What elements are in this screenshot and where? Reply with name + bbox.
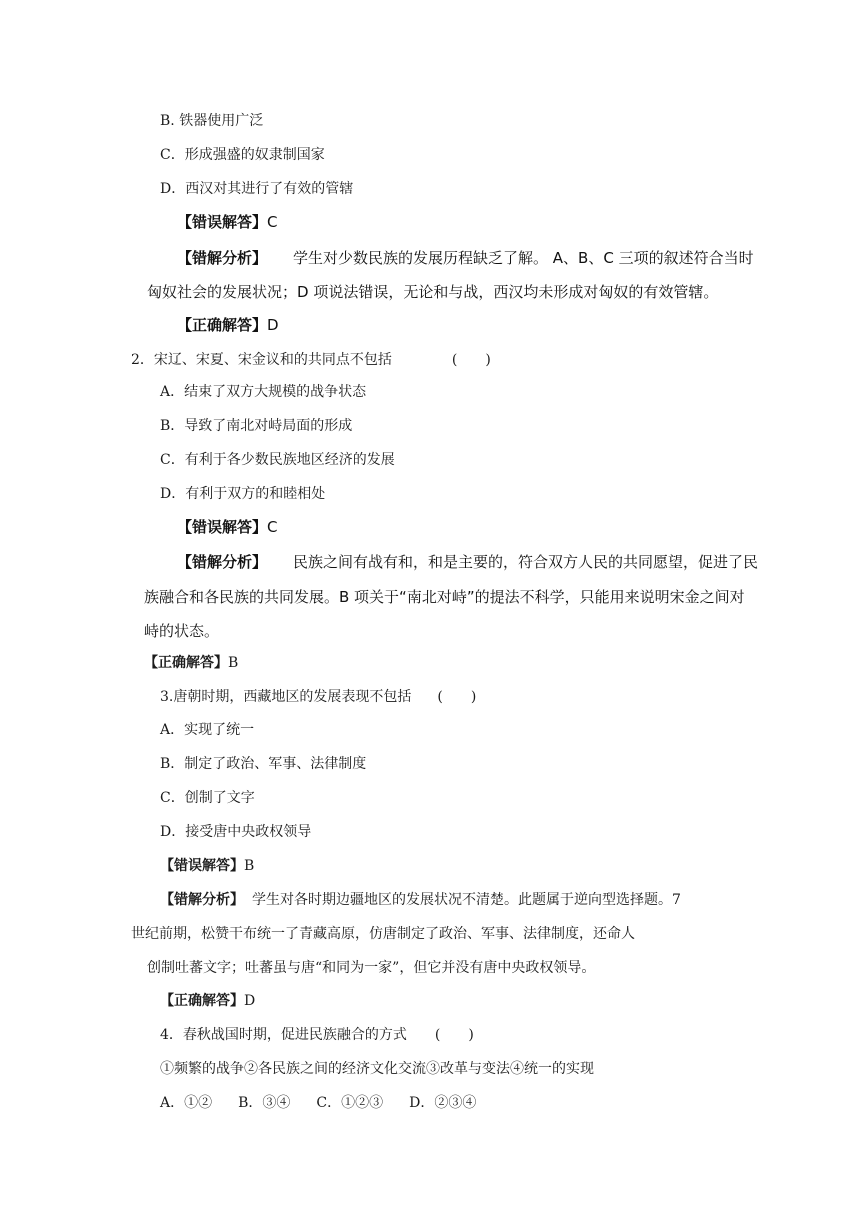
q2-analysis-line-2: 族融合和各民族的共同发展。B 项关于“南北对峙”的提法不科学，只能用来说明宋金之间对 bbox=[144, 588, 745, 606]
q2-answer-paren: ( ) bbox=[451, 352, 491, 368]
wrong-answer-value: B bbox=[244, 858, 255, 874]
wrong-answer-tag: 【错误解答】 bbox=[177, 213, 268, 231]
q2-option-d: D．有利于双方的和睦相处 bbox=[160, 486, 326, 502]
q4-options bbox=[160, 1094, 502, 1112]
q2-stem bbox=[131, 351, 491, 369]
q3-option-a: A．实现了统一 bbox=[160, 722, 255, 738]
q4-items: ①频繁的战争②各民族之间的经济文化交流③改革与变法④统一的实现 bbox=[160, 1061, 594, 1077]
analysis-text: 民族之间有战有和，和是主要的，符合双方人民的共同愿望，促进了民 bbox=[293, 553, 759, 571]
q1-wrong-answer bbox=[177, 213, 278, 231]
correct-answer-tag: 【正确解答】 bbox=[177, 316, 268, 334]
analysis-text: 学生对各时期边疆地区的发展状况不清楚。此题属于逆向型选择题。7 bbox=[252, 892, 681, 908]
correct-answer-value: B bbox=[228, 655, 239, 671]
correct-answer-value: D bbox=[244, 993, 256, 1009]
q4-option-b: B．③④ bbox=[238, 1095, 291, 1111]
q4-option-d: D．②③④ bbox=[409, 1095, 477, 1111]
q2-correct-answer bbox=[144, 654, 238, 672]
q4-answer-paren: ( ) bbox=[434, 1027, 474, 1043]
q3-option-b: B．制定了政治、军事、法律制度 bbox=[160, 756, 367, 772]
q2-stem-text: 2．宋辽、宋夏、宋金议和的共同点不包括 bbox=[131, 352, 392, 368]
q3-correct-answer bbox=[160, 992, 255, 1010]
q1-option-b: B. 铁器使用广泛 bbox=[160, 113, 264, 129]
analysis-tag: 【错解分析】 bbox=[177, 553, 268, 571]
q1-option-d: D．西汉对其进行了有效的管辖 bbox=[160, 181, 354, 197]
correct-answer-tag: 【正确解答】 bbox=[160, 993, 244, 1009]
q1-analysis-line-1 bbox=[177, 249, 754, 267]
q2-option-b: B．导致了南北对峙局面的形成 bbox=[160, 418, 353, 434]
q3-wrong-answer bbox=[160, 857, 254, 875]
q3-stem-text: 3.唐朝时期，西藏地区的发展表现不包括 bbox=[160, 689, 412, 705]
q4-option-a: A．①② bbox=[160, 1095, 213, 1111]
q3-analysis-line-2: 世纪前期，松赞干布统一了青藏高原，仿唐制定了政治、军事、法律制度，还命人 bbox=[131, 926, 635, 942]
q3-answer-paren: ( ) bbox=[437, 689, 477, 705]
wrong-answer-tag: 【错误解答】 bbox=[160, 858, 244, 874]
q2-wrong-answer bbox=[177, 518, 278, 536]
q4-stem-text: 4．春秋战国时期，促进民族融合的方式 bbox=[160, 1027, 407, 1043]
q2-analysis-line-1 bbox=[177, 553, 758, 571]
q1-analysis-line-2: 匈奴社会的发展状况；D 项说法错误，无论和与战，西汉均未形成对匈奴的有效管辖。 bbox=[147, 283, 719, 301]
q3-option-c: C．创制了文字 bbox=[160, 790, 255, 806]
correct-answer-tag: 【正确解答】 bbox=[144, 655, 228, 671]
q4-stem bbox=[160, 1026, 474, 1044]
q2-analysis-line-3: 峙的状态。 bbox=[144, 622, 220, 640]
q1-correct-answer bbox=[177, 316, 279, 334]
analysis-tag: 【错解分析】 bbox=[160, 892, 244, 908]
correct-answer-value: D bbox=[267, 316, 279, 334]
wrong-answer-value: C bbox=[267, 518, 278, 536]
q2-option-c: C．有利于各少数民族地区经济的发展 bbox=[160, 452, 395, 468]
q3-option-d: D．接受唐中央政权领导 bbox=[160, 824, 312, 840]
q1-option-c: C．形成强盛的奴隶制国家 bbox=[160, 147, 325, 163]
wrong-answer-value: C bbox=[267, 213, 278, 231]
analysis-tag: 【错解分析】 bbox=[177, 249, 268, 267]
q3-analysis-line-1 bbox=[160, 891, 681, 909]
q3-analysis-line-3: 创制吐蕃文字；吐蕃虽与唐“和同为一家”，但它并没有唐中央政权领导。 bbox=[147, 960, 596, 976]
analysis-text: 学生对少数民族的发展历程缺乏了解。 A、B、C 三项的叙述符合当时 bbox=[293, 249, 754, 267]
q2-option-a: A．结束了双方大规模的战争状态 bbox=[160, 384, 367, 400]
q4-option-c: C．①②③ bbox=[316, 1095, 384, 1111]
wrong-answer-tag: 【错误解答】 bbox=[177, 518, 268, 536]
q3-stem bbox=[160, 688, 476, 706]
